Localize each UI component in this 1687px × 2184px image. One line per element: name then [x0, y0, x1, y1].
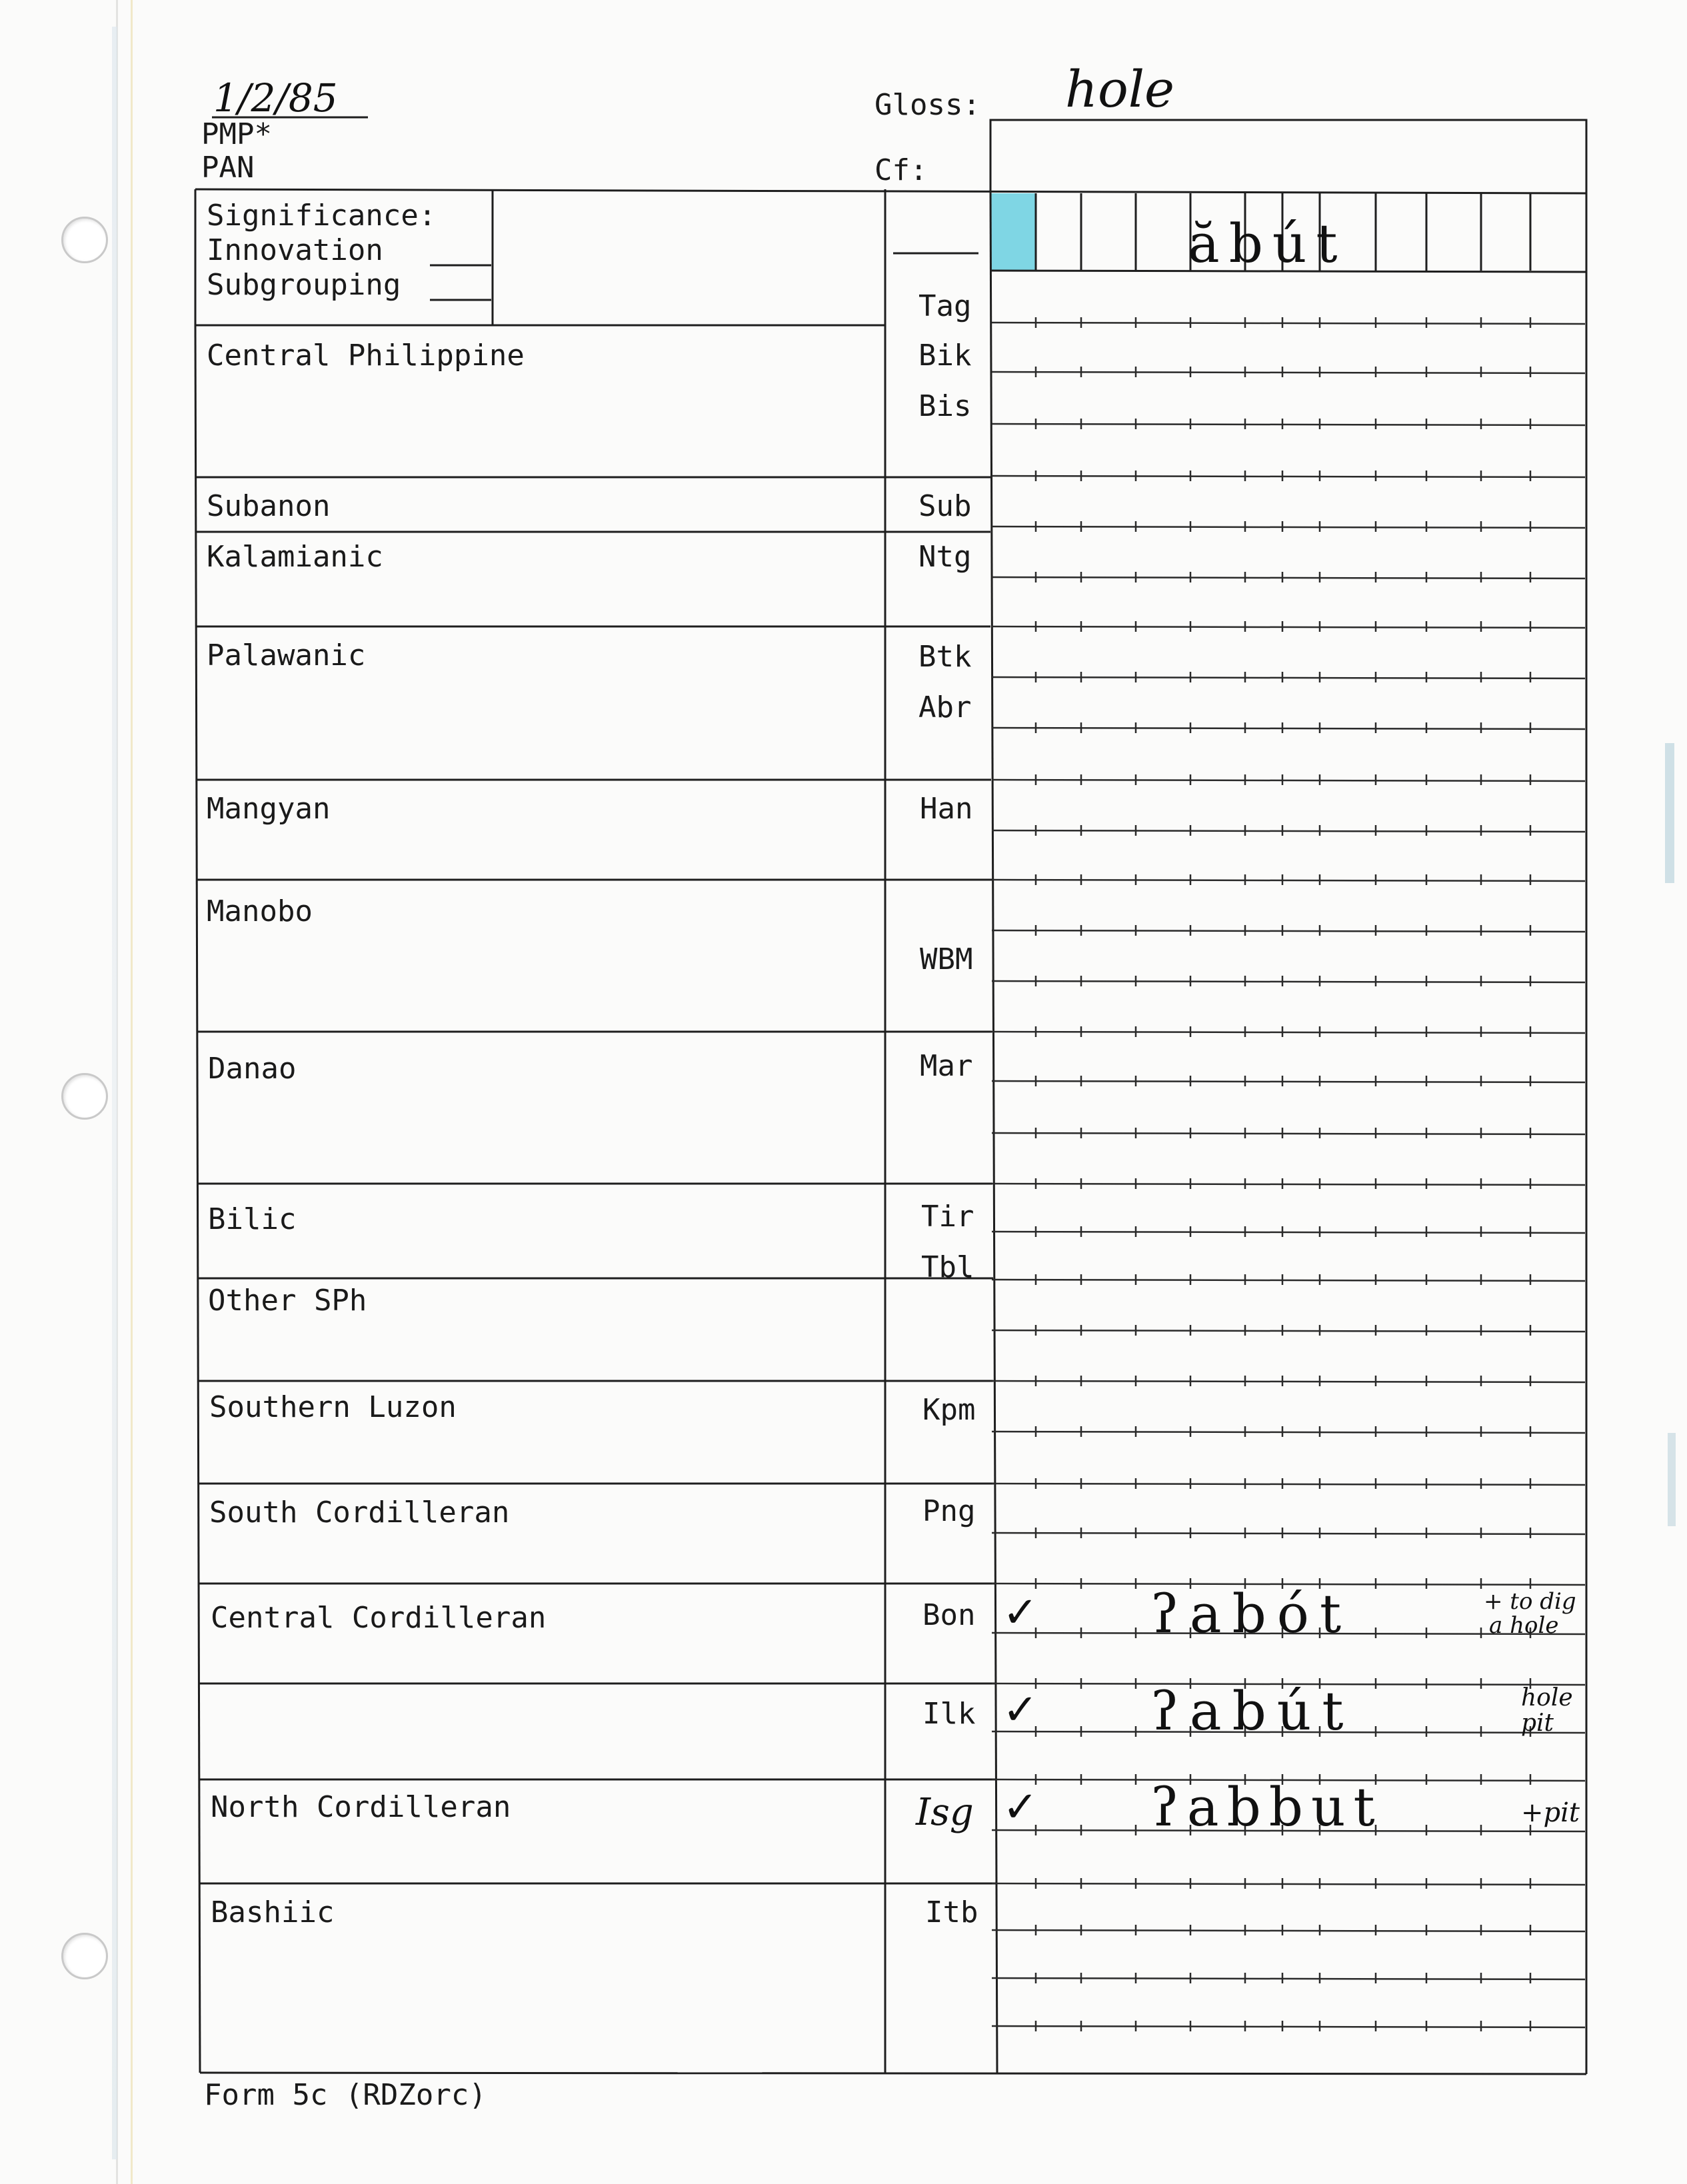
pan-label: PAN — [201, 151, 255, 185]
top-reconstruction: ăbút — [1188, 213, 1347, 275]
bon-form: ʔabót — [1150, 1583, 1352, 1645]
gloss-label: Gloss: — [874, 88, 980, 122]
lang-png: Png — [922, 1494, 976, 1528]
lang-isg: Isg — [916, 1791, 974, 1834]
subgrouping-label: Subgrouping — [207, 268, 401, 302]
group-other-sph: Other SPh — [208, 1284, 367, 1318]
date-handwritten: 1/2/85 — [213, 75, 338, 121]
lang-tag: Tag — [918, 289, 972, 323]
form-footer-label: Form 5c (RDZorc) — [204, 2078, 487, 2112]
lang-tbl: Tbl — [921, 1250, 974, 1284]
lang-itb: Itb — [925, 1895, 978, 1929]
ilk-note-2: pit — [1521, 1709, 1554, 1737]
lang-han: Han — [920, 792, 973, 826]
group-palawanic: Palawanic — [207, 638, 366, 672]
group-danao: Danao — [208, 1052, 297, 1086]
group-south-cordilleran: South Cordilleran — [209, 1496, 510, 1530]
innovation-label: Innovation — [207, 233, 383, 267]
ilk-note-1: hole — [1521, 1684, 1573, 1711]
lang-tir: Tir — [921, 1200, 974, 1234]
lang-mar: Mar — [920, 1049, 973, 1083]
group-bashiic: Bashiic — [211, 1895, 335, 1929]
lang-abr: Abr — [918, 690, 972, 724]
lang-bik: Bik — [918, 339, 972, 373]
significance-label: Significance: — [207, 199, 437, 233]
bon-note-2: a hole — [1489, 1612, 1559, 1639]
bon-note-1: + to dig — [1484, 1588, 1576, 1615]
group-southern-luzon: Southern Luzon — [209, 1390, 457, 1424]
group-central-cordilleran: Central Cordilleran — [211, 1601, 547, 1635]
isg-form: ʔabbut — [1150, 1776, 1383, 1838]
group-central-philippine: Central Philippine — [207, 339, 525, 373]
gloss-value: hole — [1065, 59, 1174, 119]
lang-wbm: WBM — [920, 942, 973, 976]
lang-btk: Btk — [918, 640, 972, 674]
group-kalamianic: Kalamianic — [207, 540, 383, 574]
isg-check: ✓ — [1002, 1783, 1038, 1832]
group-mangyan: Mangyan — [207, 792, 331, 826]
lang-bis: Bis — [918, 389, 972, 423]
group-bilic: Bilic — [208, 1202, 297, 1236]
ilk-check: ✓ — [1002, 1685, 1038, 1735]
bon-check: ✓ — [1002, 1588, 1038, 1638]
group-subanon: Subanon — [207, 489, 331, 523]
group-north-cordilleran: North Cordilleran — [211, 1790, 511, 1824]
pmp-label: PMP* — [201, 117, 272, 151]
lang-kpm: Kpm — [922, 1393, 976, 1427]
cf-label: Cf: — [874, 153, 928, 187]
ilk-form: ʔabút — [1150, 1680, 1354, 1742]
isg-note: +pit — [1521, 1797, 1580, 1828]
lang-sub: Sub — [918, 489, 972, 523]
group-manobo: Manobo — [207, 894, 313, 928]
lang-ilk: Ilk — [922, 1697, 976, 1731]
lang-bon: Bon — [922, 1598, 976, 1632]
lang-ntg: Ntg — [918, 540, 972, 574]
